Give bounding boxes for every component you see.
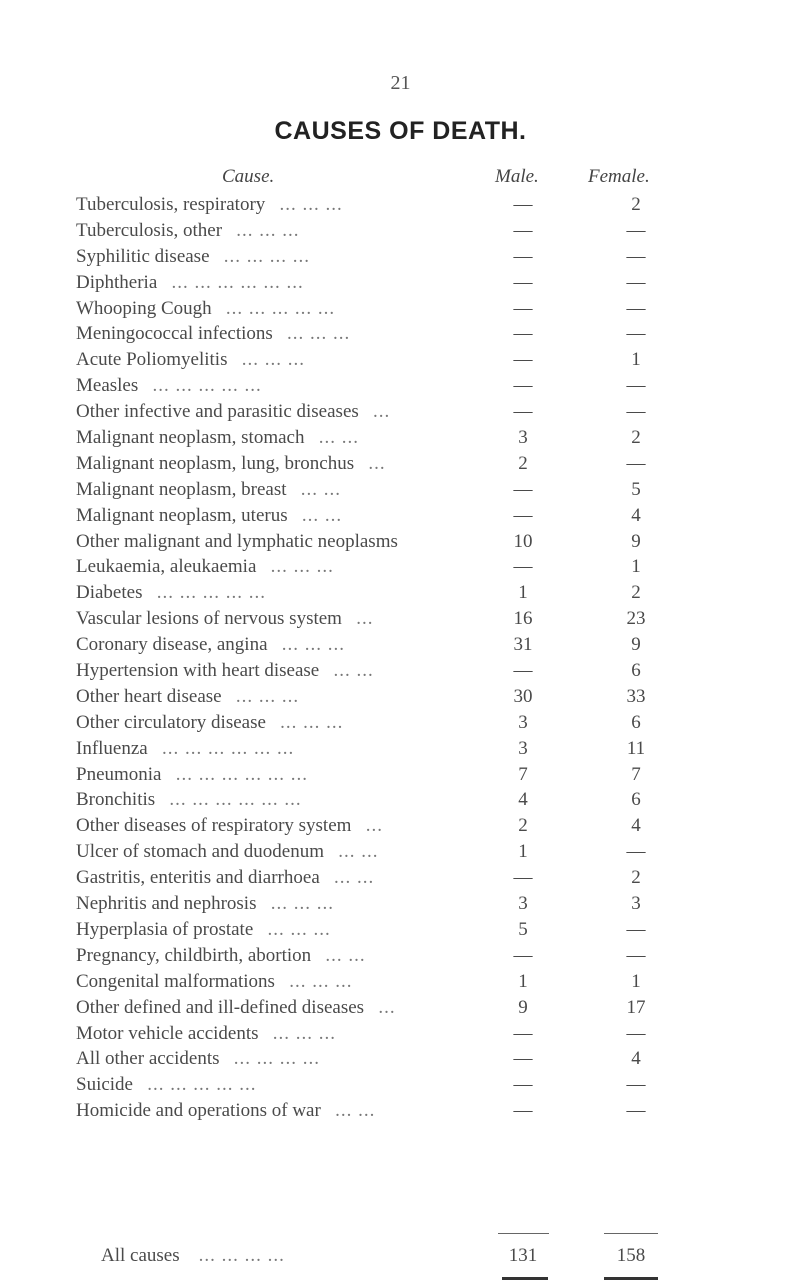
leader-dots: ... ... ... ... ... (225, 297, 336, 319)
male-value: 3 (518, 427, 528, 449)
female-value: 9 (631, 634, 641, 656)
cause-label: Vascular lesions of nervous system ... (76, 608, 374, 630)
male-value: 2 (518, 452, 528, 474)
causes-table (0, 192, 801, 1124)
leader-dots: ... ... ... (241, 349, 305, 371)
male-value: 5 (518, 918, 528, 940)
table-row (0, 425, 801, 451)
leader-dots: ... ... ... (270, 893, 334, 915)
total-rule-female (604, 1233, 658, 1234)
male-value: — (513, 297, 533, 319)
table-row (0, 554, 801, 580)
male-value: 1 (518, 841, 528, 863)
male-value: — (513, 349, 533, 371)
cause-label: Leukaemia, aleukaemia ... ... ... (76, 556, 334, 578)
male-value: — (513, 245, 533, 267)
leader-dots: ... ... ... ... ... (156, 582, 266, 604)
total-male-value: 131 (508, 1245, 538, 1266)
column-header-male: Male. (495, 166, 539, 187)
cause-label: Motor vehicle accidents ... ... ... (76, 1022, 337, 1044)
male-value: 30 (513, 685, 533, 707)
leader-dots: ... ... ... (270, 556, 334, 578)
leader-dots: ... ... ... ... (223, 245, 311, 267)
cause-label: Tuberculosis, other ... ... ... (76, 219, 300, 241)
female-value: 9 (631, 530, 641, 552)
leader-dots: ... ... (333, 660, 374, 682)
cause-label: Acute Poliomyelitis ... ... ... (76, 349, 305, 371)
female-value: 23 (626, 608, 646, 630)
female-value: 2 (631, 194, 641, 215)
leader-dots: ... ... ... (289, 970, 353, 992)
male-value: 16 (513, 608, 533, 630)
leader-dots: ... (378, 996, 396, 1018)
female-value: — (626, 1100, 646, 1122)
female-value: 4 (631, 504, 641, 526)
total-female-value: 158 (616, 1245, 646, 1266)
leader-dots: ... ... ... ... ... ... (171, 271, 304, 293)
cause-label: Congenital malformations ... ... ... (76, 970, 353, 992)
table-row (0, 632, 801, 658)
female-value: 2 (631, 867, 641, 889)
cause-label: All other accidents ... ... ... ... (76, 1048, 321, 1070)
leader-dots: ... (356, 608, 374, 630)
cause-label: Pneumonia ... ... ... ... ... ... (76, 763, 308, 785)
leader-dots: ... ... ... (287, 323, 351, 345)
table-row (0, 917, 801, 943)
male-value: — (513, 194, 533, 215)
cause-label: Hypertension with heart disease ... ... (76, 660, 374, 682)
table-row (0, 943, 801, 969)
cause-label: Measles ... ... ... ... ... (76, 375, 262, 397)
cause-label: Influenza ... ... ... ... ... ... (76, 737, 295, 759)
cause-label: Other malignant and lymphatic neoplasms (76, 530, 398, 552)
cause-label: Malignant neoplasm, lung, bronchus ... (76, 452, 386, 474)
male-value: — (513, 556, 533, 578)
cause-label: Whooping Cough ... ... ... ... ... (76, 297, 336, 319)
male-value: 1 (518, 582, 528, 604)
total-leader-dots: ... ... ... ... (198, 1245, 285, 1266)
leader-dots: ... ... ... (272, 1022, 337, 1044)
table-row (0, 373, 801, 399)
leader-dots: ... ... ... ... ... (152, 375, 262, 397)
cause-label: Syphilitic disease ... ... ... ... (76, 245, 311, 267)
table-row (0, 736, 801, 762)
male-value: 7 (518, 763, 528, 785)
female-value: 1 (631, 349, 641, 371)
cause-label: Tuberculosis, respiratory ... ... ... (76, 194, 343, 215)
male-value: — (513, 944, 533, 966)
table-row (0, 529, 801, 555)
total-label: All causes ... ... ... ... (101, 1245, 285, 1266)
male-value: 3 (518, 711, 528, 733)
cause-label: Nephritis and nephrosis ... ... ... (76, 893, 334, 915)
leader-dots: ... (365, 815, 383, 837)
female-value: — (626, 401, 646, 423)
cause-label: Homicide and operations of war ... ... (76, 1100, 376, 1122)
male-value: — (513, 1022, 533, 1044)
male-value: 4 (518, 789, 528, 811)
female-value: 1 (631, 970, 641, 992)
male-value: — (513, 867, 533, 889)
female-value: — (626, 245, 646, 267)
male-value: 1 (518, 970, 528, 992)
cause-label: Pregnancy, childbirth, abortion ... ... (76, 944, 366, 966)
female-value: 2 (631, 582, 641, 604)
male-value: 3 (518, 893, 528, 915)
female-value: 5 (631, 478, 641, 500)
table-row (0, 580, 801, 606)
leader-dots: ... ... ... (280, 711, 344, 733)
table-row (0, 658, 801, 684)
female-value: — (626, 1074, 646, 1096)
table-row (0, 762, 801, 788)
page-number: 21 (390, 72, 411, 94)
leader-dots: ... ... (318, 427, 359, 449)
female-value: 6 (631, 789, 641, 811)
female-value: 2 (631, 427, 641, 449)
male-value: — (513, 504, 533, 526)
leader-dots: ... ... ... ... ... (147, 1074, 257, 1096)
male-value: 10 (513, 530, 533, 552)
leader-dots: ... ... (335, 1100, 376, 1122)
female-value: 4 (631, 815, 641, 837)
male-value: — (513, 323, 533, 345)
male-value: — (513, 660, 533, 682)
male-value: 9 (518, 996, 528, 1018)
leader-dots: ... ... ... (236, 219, 300, 241)
female-value: 4 (631, 1048, 641, 1070)
cause-label: Hyperplasia of prostate ... ... ... (76, 918, 331, 940)
cause-label: Other diseases of respiratory system ... (76, 815, 383, 837)
leader-dots: ... (368, 452, 386, 474)
table-row (0, 399, 801, 425)
female-value: 33 (626, 685, 646, 707)
male-value: — (513, 219, 533, 241)
female-value: 6 (631, 711, 641, 733)
male-value: — (513, 1100, 533, 1122)
table-row (0, 270, 801, 296)
cause-label: Malignant neoplasm, stomach ... ... (76, 427, 359, 449)
leader-dots: ... ... ... ... ... ... (169, 789, 302, 811)
table-row (0, 1098, 801, 1124)
female-value: 6 (631, 660, 641, 682)
cause-label: Diabetes ... ... ... ... ... (76, 582, 266, 604)
female-value: — (626, 297, 646, 319)
leader-dots: ... ... ... ... ... ... (161, 737, 295, 759)
table-row (0, 891, 801, 917)
leader-dots: ... ... (301, 504, 343, 526)
male-value: 2 (518, 815, 528, 837)
column-header-cause: Cause. (222, 166, 275, 187)
male-value: — (513, 271, 533, 293)
table-row (0, 1072, 801, 1098)
table-row (0, 839, 801, 865)
table-row (0, 244, 801, 270)
table-row (0, 865, 801, 891)
female-value: — (626, 1022, 646, 1044)
cause-label: Other heart disease ... ... ... (76, 685, 300, 707)
page-title: CAUSES OF DEATH. (274, 117, 527, 145)
female-value: — (626, 375, 646, 397)
cause-label: Ulcer of stomach and duodenum ... ... (76, 841, 379, 863)
male-value: — (513, 1048, 533, 1070)
table-row (0, 710, 801, 736)
leader-dots: ... ... ... (279, 194, 343, 215)
male-value: — (513, 375, 533, 397)
male-value: — (513, 401, 533, 423)
female-value: — (626, 219, 646, 241)
female-value: — (626, 944, 646, 966)
total-row (0, 1243, 801, 1269)
cause-label: Malignant neoplasm, breast ... ... (76, 478, 342, 500)
male-value: — (513, 1074, 533, 1096)
leader-dots: ... ... (334, 867, 375, 889)
table-row (0, 969, 801, 995)
female-value: — (626, 918, 646, 940)
male-value: 31 (513, 634, 533, 656)
female-value: — (626, 452, 646, 474)
table-row (0, 1021, 801, 1047)
cause-label: Diphtheria ... ... ... ... ... ... (76, 271, 304, 293)
table-row (0, 606, 801, 632)
leader-dots: ... ... (338, 841, 379, 863)
double-rule-female (604, 1277, 658, 1280)
leader-dots: ... ... (300, 478, 342, 500)
cause-label: Coronary disease, angina ... ... ... (76, 634, 346, 656)
table-row (0, 192, 801, 218)
table-row (0, 347, 801, 373)
male-value: — (513, 478, 533, 500)
cause-label: Gastritis, enteritis and diarrhoea ... ... (76, 867, 375, 889)
table-row (0, 813, 801, 839)
female-value: — (626, 271, 646, 293)
total-rule-male (498, 1233, 549, 1234)
leader-dots: ... ... ... ... (233, 1048, 321, 1070)
cause-label: Malignant neoplasm, uterus ... ... (76, 504, 343, 526)
table-row (0, 684, 801, 710)
table-row (0, 503, 801, 529)
cause-label: Suicide ... ... ... ... ... (76, 1074, 257, 1096)
table-row (0, 321, 801, 347)
table-row (0, 296, 801, 322)
female-value: 3 (631, 893, 641, 915)
double-rule-male (502, 1277, 548, 1280)
table-row (0, 451, 801, 477)
female-value: 7 (631, 763, 641, 785)
table-row (0, 1046, 801, 1072)
table-row (0, 477, 801, 503)
leader-dots: ... ... ... ... ... ... (175, 763, 308, 785)
female-value: — (626, 841, 646, 863)
female-value: 11 (626, 737, 646, 759)
female-value: 17 (626, 996, 646, 1018)
table-row (0, 218, 801, 244)
column-header-female: Female. (588, 166, 650, 187)
leader-dots: ... ... ... (267, 918, 331, 940)
leader-dots: ... (373, 401, 391, 423)
male-value: 3 (518, 737, 528, 759)
female-value: 1 (631, 556, 641, 578)
female-value: — (626, 323, 646, 345)
cause-label: Other defined and ill-defined diseases ... (76, 996, 396, 1018)
table-row (0, 787, 801, 813)
cause-label: Bronchitis ... ... ... ... ... ... (76, 789, 302, 811)
table-row (0, 995, 801, 1021)
leader-dots: ... ... ... (235, 685, 300, 707)
cause-label: Other infective and parasitic diseases ... (76, 401, 391, 423)
leader-dots: ... ... (325, 944, 366, 966)
leader-dots: ... ... ... (281, 634, 346, 656)
cause-label: Other circulatory disease ... ... ... (76, 711, 344, 733)
cause-label: Meningococcal infections ... ... ... (76, 323, 351, 345)
